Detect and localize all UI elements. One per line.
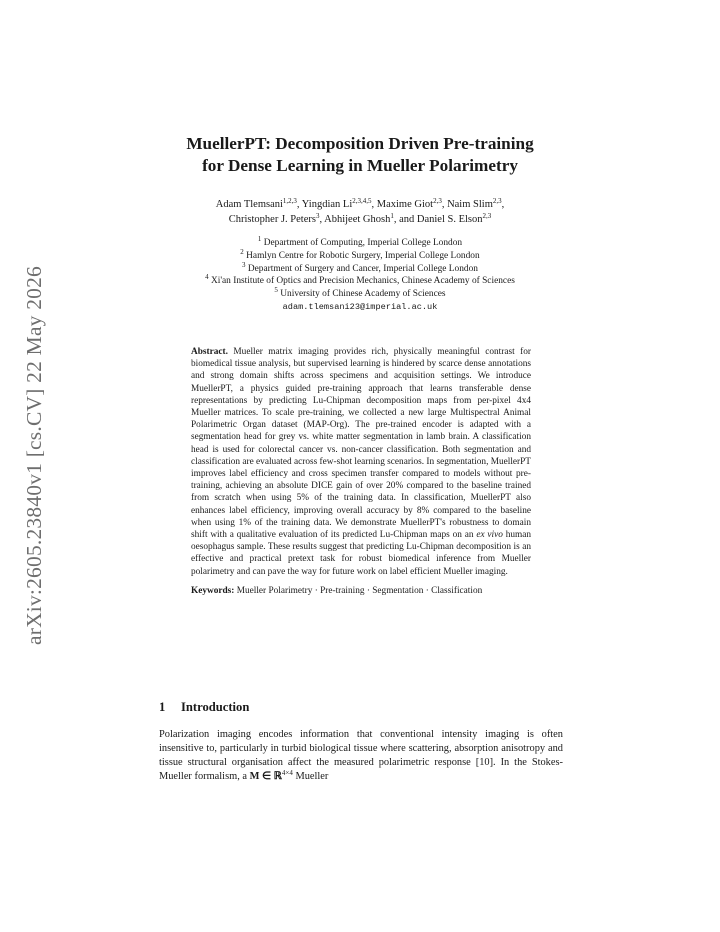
affiliation-item [120,275,600,288]
author-name: Abhijeet Ghosh [324,213,391,225]
title-line-2: for Dense Learning in Mueller Polarimetry [202,156,518,175]
author-affiliation-mark: 2,3 [492,197,502,205]
affiliation-text: University of Chinese Academy of Sciences [280,289,446,300]
affiliation-text: Xi'an Institute of Optics and Precision Mechanics, Chinese Academy of Sciences [210,276,515,287]
abstract-label: Abstract. [191,347,228,357]
affiliation-item [120,260,600,276]
intro-math: M ∈ ℝ [249,771,282,782]
arxiv-sidebar-stamp [12,255,58,655]
author-name: Naim Slim [447,199,493,210]
affiliation-text: Hamlyn Centre for Robotic Surgery, Imperial College London [246,250,480,261]
affiliation-number: 5 [274,286,278,295]
affiliation-number: 4 [205,273,209,282]
abstract-italic-term: ex vivo [476,530,503,541]
author-line-1: Adam Tlemsani$^{1,2,3}$, Yingdian Li$^{2,3,4,5}$, Maxime Giot$^{2,3}$, Naim Slim$^{2,3}$, [215,197,505,210]
author-name: Yingdian Li [301,199,353,210]
author-affiliation-mark: 3 [315,211,320,220]
abstract-text: Mueller matrix imaging provides rich, physically meaningful contrast for biomedical tissue analysis, but supervised learning is hindered by scarce dense annotations and strong domain shifts across specimens and acquisition settings. We introduce MuellerPT, a physics guided pre-training approach that learns transferable dense representations by predicting Lu-Chipman decomposition maps from per-pixel 4x4 Mueller matrices. To scale pre-training, we collected a new large Multispectral Animal Polarimetric Organ dataset (MAP-Org). The pre-trained encoder is adapted with a segmentation head for grey vs. white matter segmentation in lamb brain. A classification head is used for colorectal cancer vs. non-cancer classification. Both segmentation and classification are evaluated across few-shot learning scenarios. In segmentation, MuellerPT improves label efficiency and cross specimen transfer compared to models without pre-training, achieving an absolute DICE gain of over 20% compared to the baseline trained from scratch when using 5% of the training data. In classification, MuellerPT also enhances label efficiency, improving overall accuracy by 8% compared to the baseline when using 1% of the training data. We demonstrate MuellerPT's robustness to domain shift with a qualitative evaluation of its predicted Lu-Chipman maps on an [191,347,531,541]
keywords-text: Mueller Polarimetry · Pre-training · Segmentation · Classification [236,585,483,596]
affiliation-text: Department of Surgery and Cancer, Imperial College London [247,263,478,274]
author-name: Christopher J. Peters [228,213,316,225]
author-list [120,198,600,227]
section-number: 1 [159,700,166,714]
author-affiliation-mark: 2,3 [482,211,492,220]
affiliation-item [120,247,600,263]
author-affiliation-mark: 1 [390,211,394,220]
author-name: Maxime Giot [376,199,434,210]
paper-title [120,133,600,177]
affiliation-number: 2 [240,247,244,256]
abstract-paragraph [191,346,531,578]
section-heading [159,700,249,715]
affiliation-list [120,237,600,314]
keywords-paragraph [191,585,531,597]
introduction-body [159,728,563,784]
title-line-1: MuellerPT: Decomposition Driven Pre-training [186,134,534,153]
author-line-2: Christopher J. Peters$^3$, Abhijeet Ghosh$^1$, and Daniel S. Elson$^{2,3}$ [228,211,492,225]
abstract-text-end: human oesophagus sample. These results suggest that predicting Lu-Chipman decomposition is an effective and practical pretext task for robust biomedical inference from Mueller polarimetry and can pave the way for future work on label efficient Mueller imaging. [191,530,532,577]
affiliation-text: Department of Computing, Imperial College London [263,238,463,248]
keywords-label: Keywords: [191,585,235,596]
author-email: adam.tlemsani23@imperial.ac.uk [282,301,438,312]
author-name: Daniel S. Elson [416,213,483,225]
author-affiliation-mark: 2,3,4,5 [352,197,372,205]
abstract-block [191,346,531,597]
intro-math-superscript: 4×4 [281,769,293,777]
introduction-paragraph [159,728,563,784]
intro-text: Polarization imaging encodes information that conventional intensity imaging is often insensitive to, particularly in turbid biological tissue where scattering, absorption anisotropy and tissue structural organisation affect the measured polarimetric response [10]. In the Stokes-Mueller formalism, a [159,729,563,782]
intro-text-end: Mueller [295,771,329,782]
author-affiliation-mark: 2,3 [433,197,442,205]
affiliation-item [120,288,600,301]
section-title: Introduction [181,700,250,714]
author-affiliation-mark: 1,2,3 [282,197,297,205]
affiliation-item [120,237,600,250]
author-name: Adam Tlemsani [215,199,283,210]
affiliation-number: 1 [257,235,262,243]
affiliation-number: 3 [242,260,246,269]
arxiv-identifier: arXiv:2605.23840v1 [cs.CV] 22 May 2026 [22,265,47,645]
